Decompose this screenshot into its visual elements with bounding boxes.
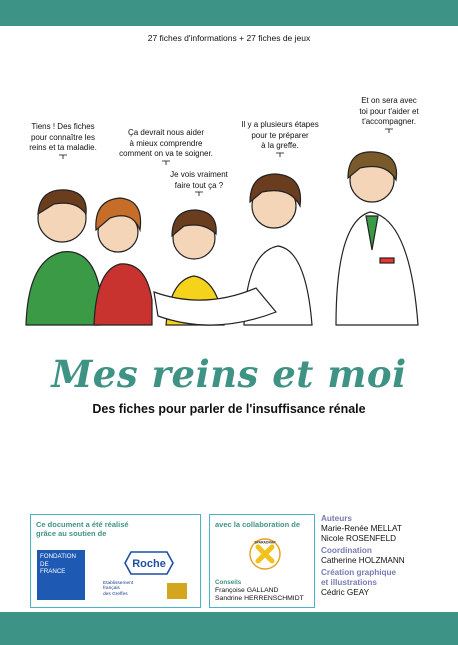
conseil-name: Sandrine HERRENSCHMIDT [215,595,304,602]
credit-heading: Création graphique [321,568,397,577]
collaboration-heading: avec la collaboration de [215,520,301,529]
main-subtitle: Des fiches pour parler de l'insuffisance rénale [92,402,366,416]
support-heading-line: Ce document a été réalisé [36,520,129,529]
logo-line: Etablissement [103,581,134,586]
conseil-name: Françoise GALLAND [215,587,279,594]
credit-heading: et illustrations [321,578,377,587]
fondation-de-france-logo [37,550,85,600]
credit-name: Nicole ROSENFELD [321,534,397,543]
tagline: 27 fiches d'informations + 27 fiches de jeux [147,33,311,43]
main-title: Mes reins et moi [51,352,407,396]
support-heading [31,515,200,538]
logo-line: DE [40,560,49,568]
bubble-line: reins et ta maladie. [29,143,97,152]
bubble-line: toi pour t'aider et [359,106,419,116]
credit-name: Catherine HOLZMANN [321,556,405,565]
bottom-color-band [0,612,458,645]
logo-line: des Greffes [103,591,128,597]
credit-name: Cédric GEAY [321,588,370,597]
credit-name: Marie-Renée MELLAT [321,524,402,533]
credit-heading: Coordination [321,546,372,555]
sparadrap-logo [248,537,282,571]
logo-line: FRANCE [40,568,66,575]
credit-authors [321,514,453,544]
speech-bubble-doctor [340,96,438,134]
logo-line: FONDATION [40,553,76,560]
roche-logo-text: Roche [132,558,166,570]
logo-line: français [103,586,120,592]
family-illustration [14,140,444,340]
support-box [30,514,201,608]
bubble-line: Je vois vraiment [170,170,228,179]
bubble-line: Tiens ! Des fiches [31,122,95,131]
roche-logo [123,550,175,576]
bubble-line: pour connaître les [30,132,96,142]
bubble-line: Il y a plusieurs étapes [241,120,319,129]
conseils-label: Conseils [215,579,242,586]
collaboration-box [209,514,315,608]
credits [321,514,453,600]
bubble-line: à mieux comprendre [129,138,203,148]
bubble-line: comment on va te soigner. [119,149,213,158]
credit-design [321,568,453,598]
bubble-line: t'accompagner. [361,117,416,126]
bubble-line: faire tout ça ? [174,180,224,190]
sparadrap-logo-text: SPARADRAP [254,540,276,545]
efg-logo [103,581,133,597]
top-color-band [0,0,458,26]
support-heading-line: grâce au soutien de [36,529,107,538]
credit-coordination [321,546,453,566]
partner-mini-logo [167,583,187,599]
credit-heading: Auteurs [321,514,352,523]
bubble-line: Ça devrait nous aider [127,128,205,137]
bubble-line: pour te préparer [251,130,309,140]
bubble-line: à la greffe. [261,141,299,150]
bubble-line: Et on sera avec [361,96,417,105]
bubble-tail-icon [384,128,394,134]
